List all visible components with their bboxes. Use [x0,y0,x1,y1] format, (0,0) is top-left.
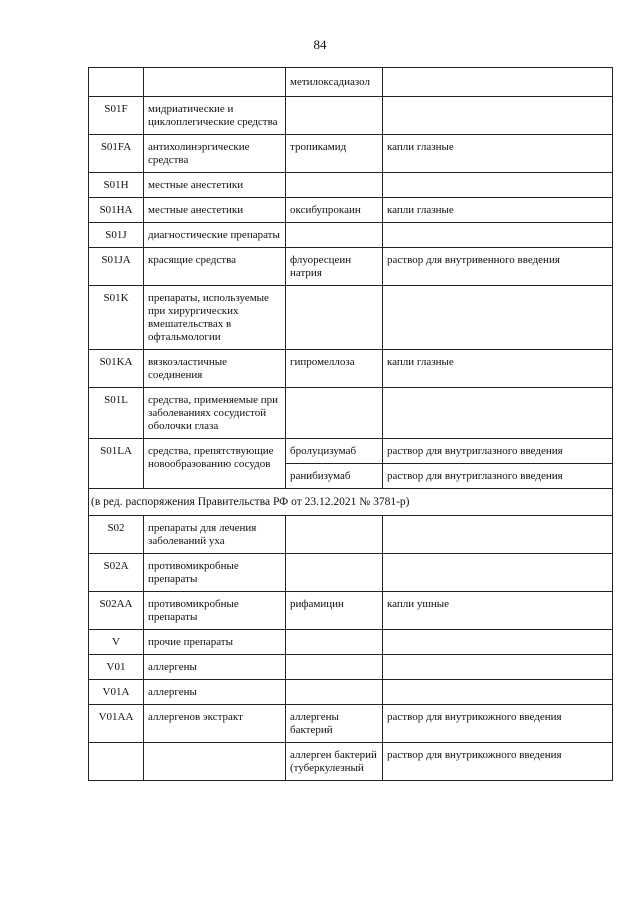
drug-name-cell [286,286,383,350]
table-row [89,135,613,173]
table-row [89,286,613,350]
drug-name-cell: аллергены бактерий [286,705,383,743]
anatomic-group-cell: диагностические препараты [144,223,286,248]
anatomic-group-cell: средства, препятствующие новообразованию сосудов [144,439,286,489]
dosage-form-cell [383,388,613,439]
table-row [89,705,613,743]
table-row [89,516,613,554]
anatomic-group-cell: препараты, используемые при хирургических вмешательствах в офтальмологии [144,286,286,350]
drug-name-cell [286,554,383,592]
atc-code-cell: S01L [89,388,144,439]
drug-name-cell [286,516,383,554]
anatomic-group-cell: вязкоэластичные соединения [144,350,286,388]
drug-name-cell: оксибупрокаин [286,198,383,223]
anatomic-group-cell: аллергены [144,680,286,705]
table-row [89,248,613,286]
dosage-form-cell [383,516,613,554]
atc-code-cell: S01JA [89,248,144,286]
anatomic-group-cell: препараты для лечения заболеваний уха [144,516,286,554]
atc-code-cell: V01AA [89,705,144,743]
atc-code-cell [89,743,144,781]
anatomic-group-cell: прочие препараты [144,630,286,655]
drug-name-cell [286,173,383,198]
anatomic-group-cell: мидриатические и циклоплегические средства [144,97,286,135]
table-row [89,630,613,655]
drug-name-cell: ранибизумаб [286,464,383,489]
atc-code-cell: V01A [89,680,144,705]
atc-code-cell: S01K [89,286,144,350]
drug-name-cell [286,680,383,705]
dosage-form-cell: капли глазные [383,135,613,173]
drug-table-body [89,68,613,781]
drug-name-cell: тропикамид [286,135,383,173]
dosage-form-cell [383,173,613,198]
table-row [89,680,613,705]
table-row [89,173,613,198]
dosage-form-cell [383,680,613,705]
atc-code-cell: S01FA [89,135,144,173]
anatomic-group-cell: местные анестетики [144,198,286,223]
dosage-form-cell: раствор для внутрикожного введения [383,705,613,743]
anatomic-group-cell: местные анестетики [144,173,286,198]
table-row [89,439,613,464]
atc-code-cell: S01LA [89,439,144,489]
atc-code-cell: S01F [89,97,144,135]
table-row [89,554,613,592]
dosage-form-cell: капли глазные [383,350,613,388]
atc-code-cell: V [89,630,144,655]
anatomic-group-cell: противомикробные препараты [144,554,286,592]
dosage-form-cell: капли глазные [383,198,613,223]
anatomic-group-cell [144,68,286,97]
drug-name-cell: рифамицин [286,592,383,630]
atc-code-cell: S02 [89,516,144,554]
drug-name-cell: флуоресцеин натрия [286,248,383,286]
table-row [89,223,613,248]
table-row [89,97,613,135]
dosage-form-cell [383,286,613,350]
table-row [89,655,613,680]
drug-name-cell: гипромеллоза [286,350,383,388]
dosage-form-cell [383,630,613,655]
drug-name-cell [286,97,383,135]
atc-code-cell: V01 [89,655,144,680]
dosage-form-cell: раствор для внутривенного введения [383,248,613,286]
drug-name-cell [286,223,383,248]
atc-code-cell: S02A [89,554,144,592]
atc-code-cell: S01KA [89,350,144,388]
amendment-note: (в ред. распоряжения Правительства РФ от 23.12.2021 № 3781-р) [89,489,613,516]
atc-code-cell: S01J [89,223,144,248]
anatomic-group-cell: антихолинэргические средства [144,135,286,173]
drug-name-cell: аллерген бактерий (туберкулезный [286,743,383,781]
atc-code-cell: S01HA [89,198,144,223]
table-row [89,388,613,439]
dosage-form-cell [383,655,613,680]
anatomic-group-cell: противомикробные препараты [144,592,286,630]
drug-name-cell [286,630,383,655]
drug-name-cell [286,655,383,680]
atc-code-cell: S01H [89,173,144,198]
dosage-form-cell: раствор для внутриглазного введения [383,439,613,464]
dosage-form-cell: капли ушные [383,592,613,630]
anatomic-group-cell: аллергенов экстракт [144,705,286,743]
amendment-note-row [89,489,613,516]
atc-code-cell: S02AA [89,592,144,630]
table-row [89,68,613,97]
dosage-form-cell [383,554,613,592]
dosage-form-cell [383,68,613,97]
anatomic-group-cell [144,743,286,781]
dosage-form-cell [383,97,613,135]
anatomic-group-cell: средства, применяемые при заболеваниях сосудистой оболочки глаза [144,388,286,439]
anatomic-group-cell: красящие средства [144,248,286,286]
page-number: 84 [313,37,327,52]
table-row [89,350,613,388]
drug-name-cell [286,388,383,439]
dosage-form-cell: раствор для внутриглазного введения [383,464,613,489]
drug-name-cell: метилоксадиазол [286,68,383,97]
table-row [89,592,613,630]
drug-name-cell: бролуцизумаб [286,439,383,464]
anatomic-group-cell: аллергены [144,655,286,680]
drug-table [88,67,613,781]
table-row [89,198,613,223]
dosage-form-cell: раствор для внутрикожного введения [383,743,613,781]
atc-code-cell [89,68,144,97]
table-row [89,743,613,781]
dosage-form-cell [383,223,613,248]
